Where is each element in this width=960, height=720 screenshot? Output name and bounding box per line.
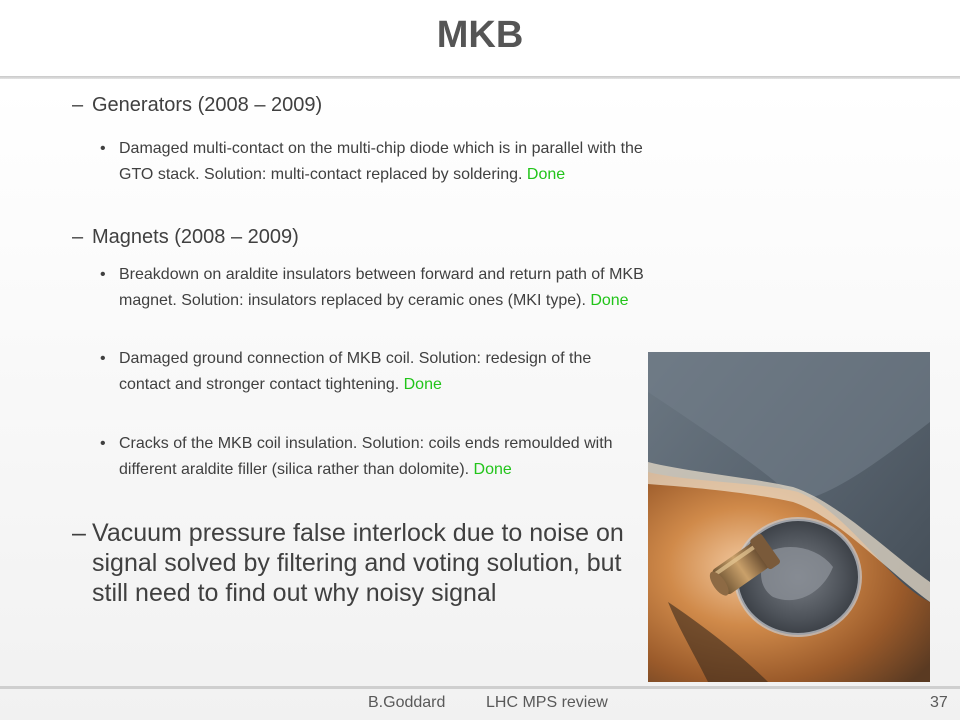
- coil-contact-photo-image: [648, 352, 930, 682]
- bullet-text: [119, 136, 647, 188]
- bullet-marker: •: [100, 435, 106, 452]
- dash-marker: –: [72, 519, 86, 547]
- bullet-body: Cracks of the MKB coil insulation. Solution: coils ends remoulded with different araldite filler (silica rather than dolomite).: [119, 435, 613, 478]
- done-status: Done: [403, 376, 442, 393]
- bullet-marker: •: [100, 266, 106, 283]
- bullet-body: Damaged ground connection of MKB coil. Solution: redesign of the contact and stronger contact tightening.: [119, 350, 592, 393]
- bullet-body: Damaged multi-contact on the multi-chip diode which is in parallel with the GTO stack. Solution: multi-contact replaced by soldering.: [119, 140, 643, 183]
- bullet-body: Breakdown on araldite insulators between forward and return path of MKB magnet. Solution: insulators replaced by ceramic ones (MKI type).: [119, 266, 644, 309]
- section-heading: Magnets (2008 – 2009): [92, 226, 299, 248]
- footer-divider: [0, 686, 960, 689]
- dash-marker: –: [72, 94, 84, 116]
- section-heading: Generators (2008 – 2009): [92, 94, 323, 116]
- page-number: 37: [930, 694, 948, 711]
- bullet-text: [119, 431, 647, 483]
- footer-author: B.Goddard: [368, 694, 446, 711]
- done-status: Done: [526, 166, 566, 183]
- dash-marker: –: [72, 226, 84, 248]
- bullet-text: [119, 346, 647, 398]
- section-heading: Vacuum pressure false interlock due to noise on signal solved by filtering and voting solution, but still need to find out why noisy signal: [92, 519, 624, 607]
- bullet-marker: •: [100, 350, 106, 367]
- bullet-text: [119, 262, 647, 314]
- bullet-marker: •: [100, 140, 106, 157]
- footer-event: LHC MPS review: [486, 694, 608, 711]
- slide-title: MKB: [436, 14, 524, 56]
- done-status: Done: [473, 461, 512, 478]
- coil-contact-photo: [648, 352, 930, 682]
- done-status: Done: [590, 292, 629, 309]
